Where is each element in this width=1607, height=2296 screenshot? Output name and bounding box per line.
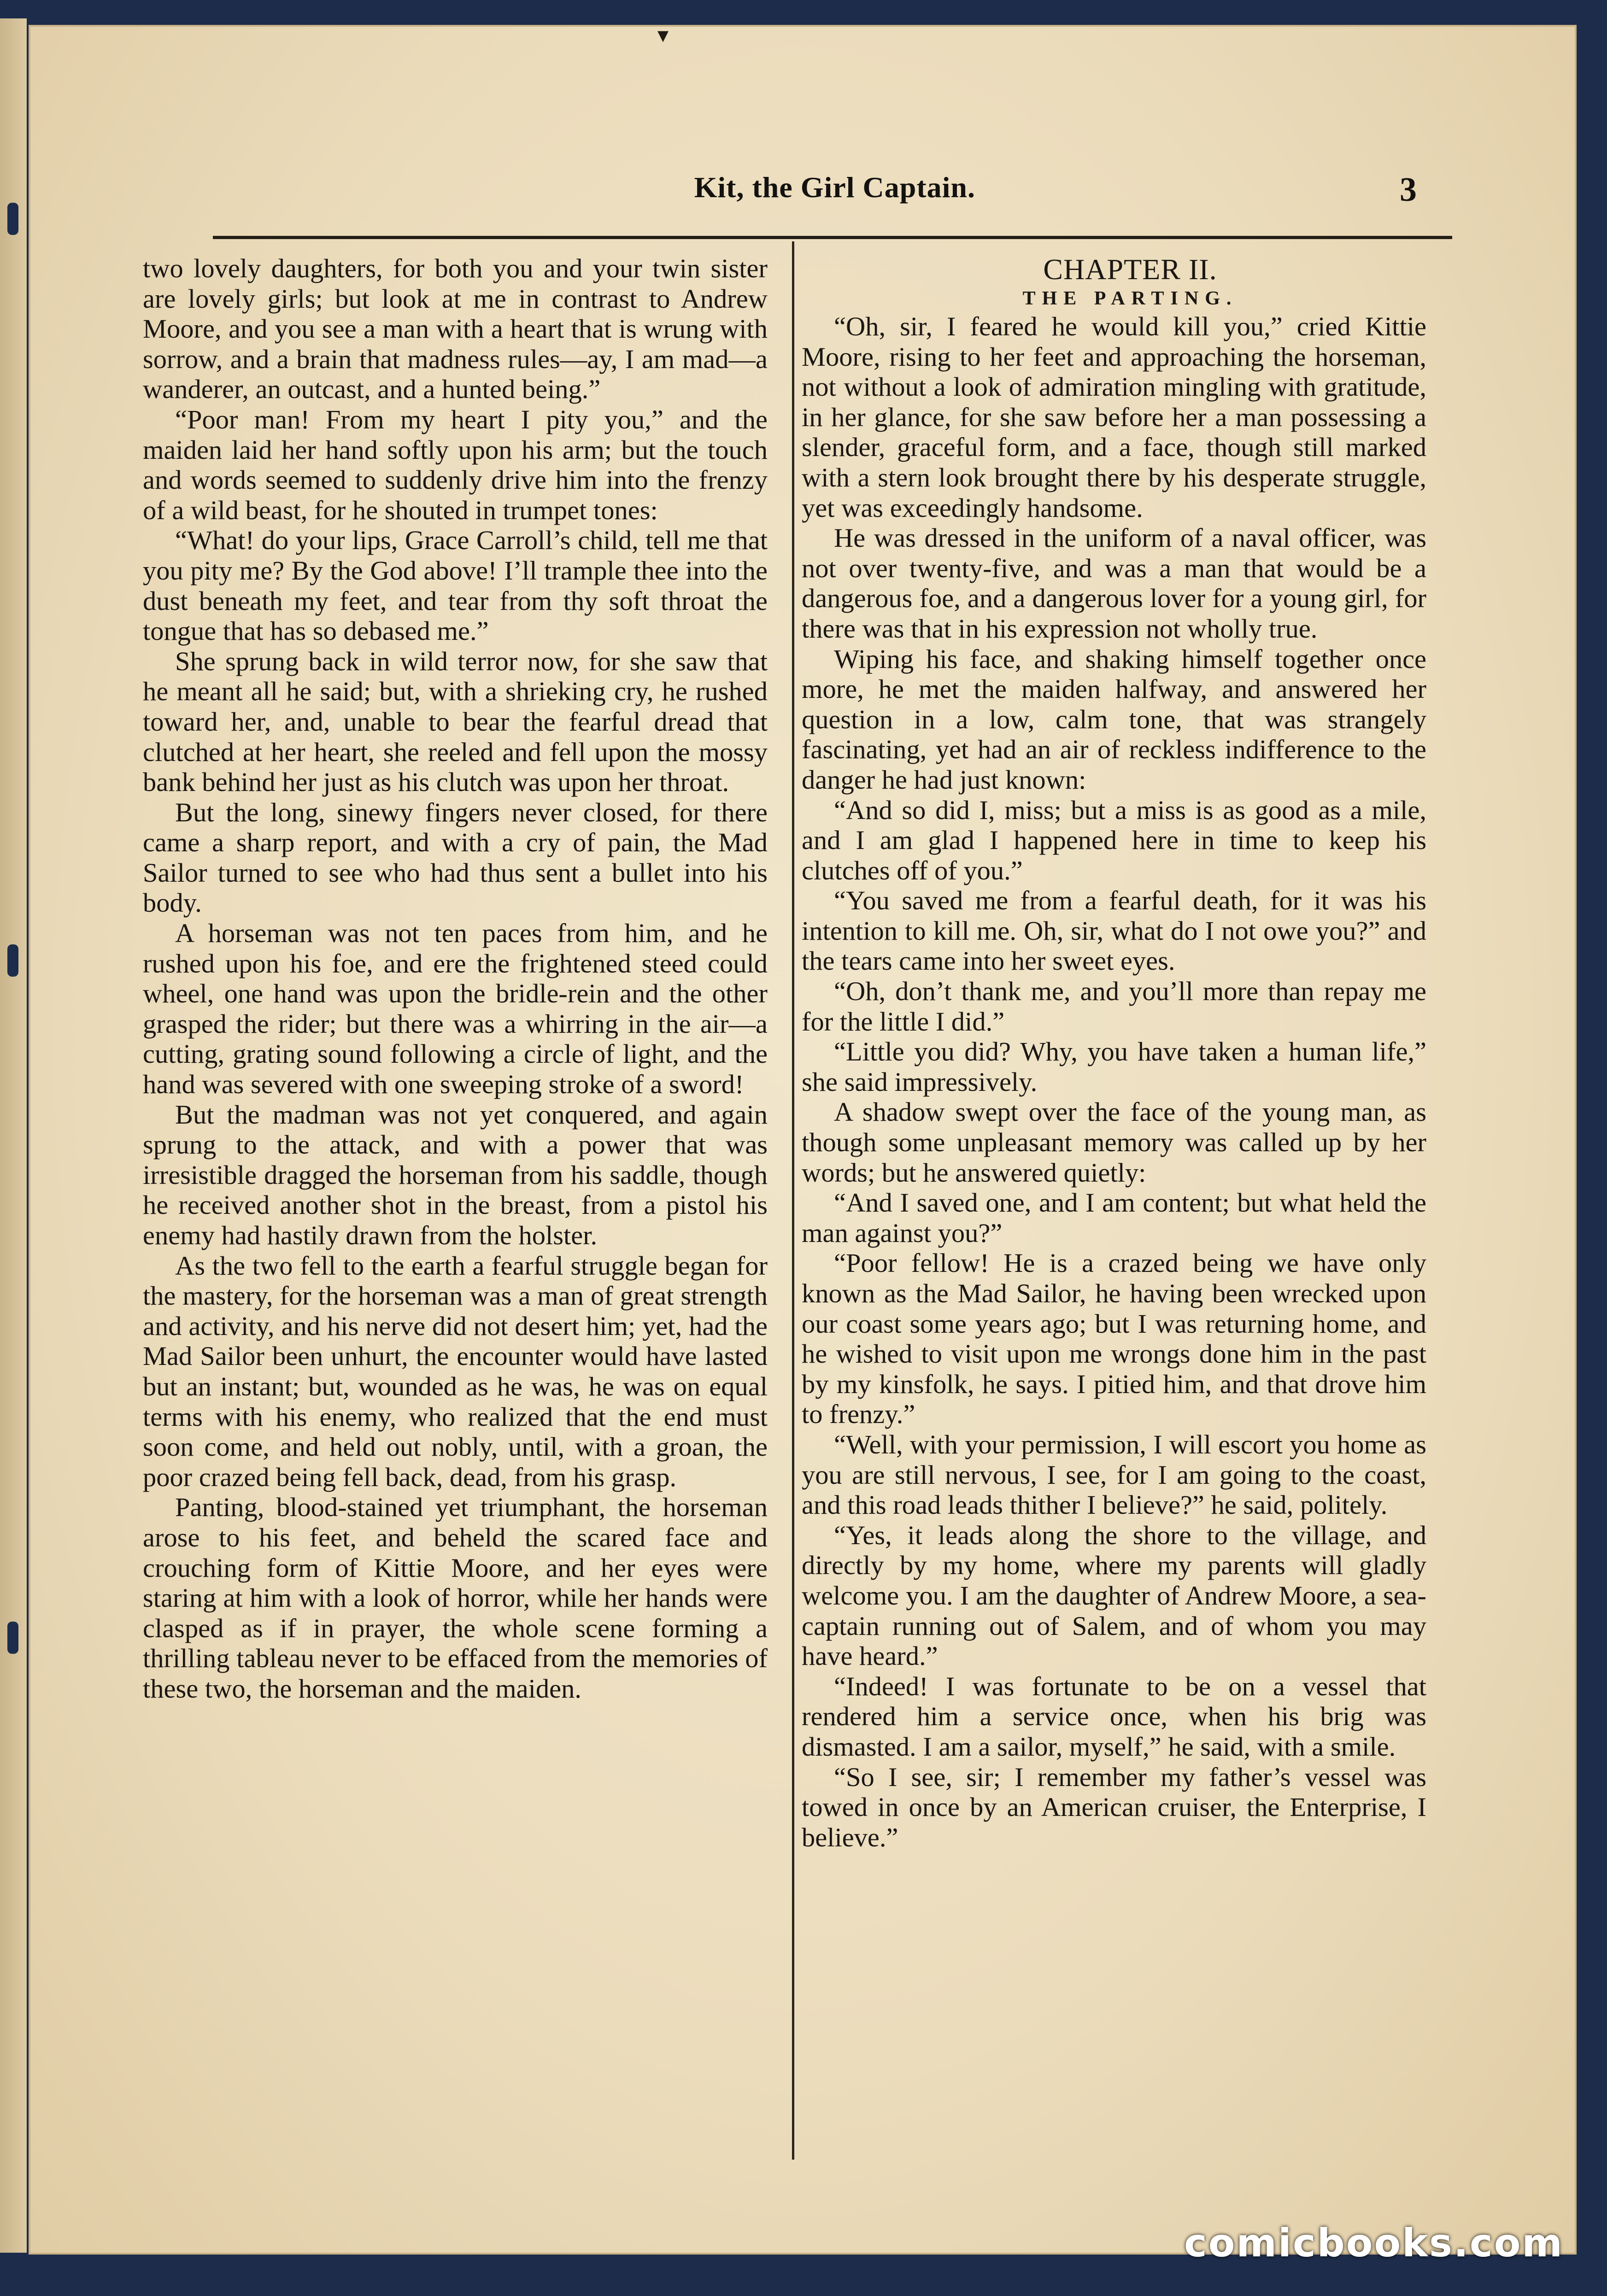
left-column: [143, 253, 768, 1704]
running-title: Kit, the Girl Captain.: [694, 171, 975, 204]
adjacent-page-edge: [0, 18, 27, 2253]
column-divider: [792, 241, 794, 2160]
paragraph: “You saved me from a fearful death, for it was his intention to kill me. Oh, sir, what do I not owe you?” and the tears came into her sweet eyes.: [802, 885, 1426, 976]
binding-hole: [7, 203, 18, 235]
watermark-text: comicbooks.com: [1184, 2220, 1564, 2266]
right-column: [802, 253, 1426, 1852]
paragraph: But the long, sinewy fingers never closed, for there came a sharp report, and with a cry of pain, the Mad Sailor turned to see who had thus sent a bullet into his body.: [143, 797, 768, 918]
paragraph: Panting, blood-stained yet triumphant, the horseman arose to his feet, and beheld the scared face and crouching form of Kittie Moore, and her eyes were staring at him with a look of horror, while her hands were clasped as if in prayer, the whole scene forming a thrilling tableau never to be effaced from the memories of these two, the horseman and the maiden.: [143, 1492, 768, 1704]
paragraph: “Oh, don’t thank me, and you’ll more than repay me for the little I did.”: [802, 976, 1426, 1037]
paragraph: “Poor fellow! He is a crazed being we have only known as the Mad Sailor, he having been wrecked upon our coast some years ago; but I was returning home, and he wished to visit upon me wrongs done him in the past by my kinsfolk, he says. I pitied him, and that drove him to frenzy.”: [802, 1248, 1426, 1429]
paragraph: “And I saved one, and I am content; but what held the man against you?”: [802, 1188, 1426, 1248]
document-page: [29, 25, 1577, 2255]
binding-hole: [7, 944, 18, 977]
paragraph: She sprung back in wild terror now, for she saw that he meant all he said; but, with a shrieking cry, he rushed toward her, and, unable to bear the fearful dread that clutched at her heart, she reeled and fell upon the mossy bank behind her just as his clutch was upon her throat.: [143, 646, 768, 797]
paragraph: “Poor man! From my heart I pity you,” and the maiden laid her hand softly upon his arm; but the touch and words seemed to suddenly drive him into the frenzy of a wild beast, for he shouted in trumpet tones:: [143, 404, 768, 525]
paragraph: “And so did I, miss; but a miss is as good as a mile, and I am glad I happened here in time to keep his clutches off of you.”: [802, 795, 1426, 885]
paragraph: As the two fell to the earth a fearful struggle began for the mastery, for the horseman was a man of great strength and activity, and his nerve did not desert him; yet, had the Mad Sailor been unhurt, the encounter would have lasted but an instant; but, wounded as he was, he was on equal terms with his enemy, who realized that the end must soon come, and held out nobly, until, with a groan, the poor crazed being fell back, dead, from his grasp.: [143, 1250, 768, 1492]
paragraph: “What! do your lips, Grace Carroll’s child, tell me that you pity me? By the God above! I’ll trample thee into the dust beneath my feet, and tear from thy soft throat the tongue that has so debased me.”: [143, 525, 768, 646]
paragraph: But the madman was not yet conquered, and again sprung to the attack, and with a power that was irresistible dragged the horseman from his saddle, though he received another shot in the breast, from a pistol his enemy had hastily drawn from the holster.: [143, 1099, 768, 1250]
paragraph: A shadow swept over the face of the young man, as though some unpleasant memory was called up by her words; but he answered quietly:: [802, 1097, 1426, 1188]
chapter-subtitle: THE PARTING.: [1022, 288, 1238, 309]
header-rule: [213, 236, 1452, 239]
paragraph: two lovely daughters, for both you and your twin sister are lovely girls; but look at me in contrast to Andrew Moore, and you see a man with a heart that is wrung with sorrow, and a brain that madness rules—ay, I am mad—a wanderer, an outcast, and a hunted being.”: [143, 253, 768, 404]
binding-hole: [7, 1622, 18, 1654]
printer-mark-icon: ▾: [657, 23, 669, 47]
paragraph: “Well, with your permission, I will escort you home as you are still nervous, I see, for I am going to the coast, and this road leads thither I believe?” he said, politely.: [802, 1429, 1426, 1520]
paragraph: “Yes, it leads along the shore to the village, and directly by my home, where my parents will gladly welcome you. I am the daughter of Andrew Moore, a sea-captain running out of Salem, and of whom you may have heard.”: [802, 1520, 1426, 1671]
paragraph: Wiping his face, and shaking himself together once more, he met the maiden halfway, and answered her question in a low, calm tone, that was strangely fascinating, yet had an air of reckless indifference to the danger he had just known:: [802, 644, 1426, 795]
paragraph: A horseman was not ten paces from him, and he rushed upon his foe, and ere the frightened steed could wheel, one hand was upon the bridle-rein and the other grasped the rider; but there was a whirring in the air—a cutting, grating sound following a circle of light, and the hand was severed with one sweeping stroke of a sword!: [143, 918, 768, 1100]
paragraph: “Indeed! I was fortunate to be on a vessel that rendered him a service once, when his brig was dismasted. I am a sailor, myself,” he said, with a smile.: [802, 1671, 1426, 1762]
paragraph: “So I see, sir; I remember my father’s vessel was towed in once by an American cruiser, the Enterprise, I believe.”: [802, 1762, 1426, 1852]
chapter-title: CHAPTER II.: [1043, 253, 1217, 286]
paragraph: “Little you did? Why, you have taken a human life,” she said impressively.: [802, 1037, 1426, 1097]
paragraph: “Oh, sir, I feared he would kill you,” cried Kittie Moore, rising to her feet and approaching the horseman, not without a look of admiration mingling with gratitude, in her glance, for she saw before her a man possessing a slender, graceful form, and a face, though still marked with a stern look brought there by his desperate struggle, yet was exceedingly handsome.: [802, 311, 1426, 523]
paragraph: He was dressed in the uniform of a naval officer, was not over twenty-five, and was a man that would be a dangerous foe, and a dangerous lover for a young girl, for there was that in his expression not wholly true.: [802, 523, 1426, 644]
page-number: 3: [1400, 171, 1417, 209]
